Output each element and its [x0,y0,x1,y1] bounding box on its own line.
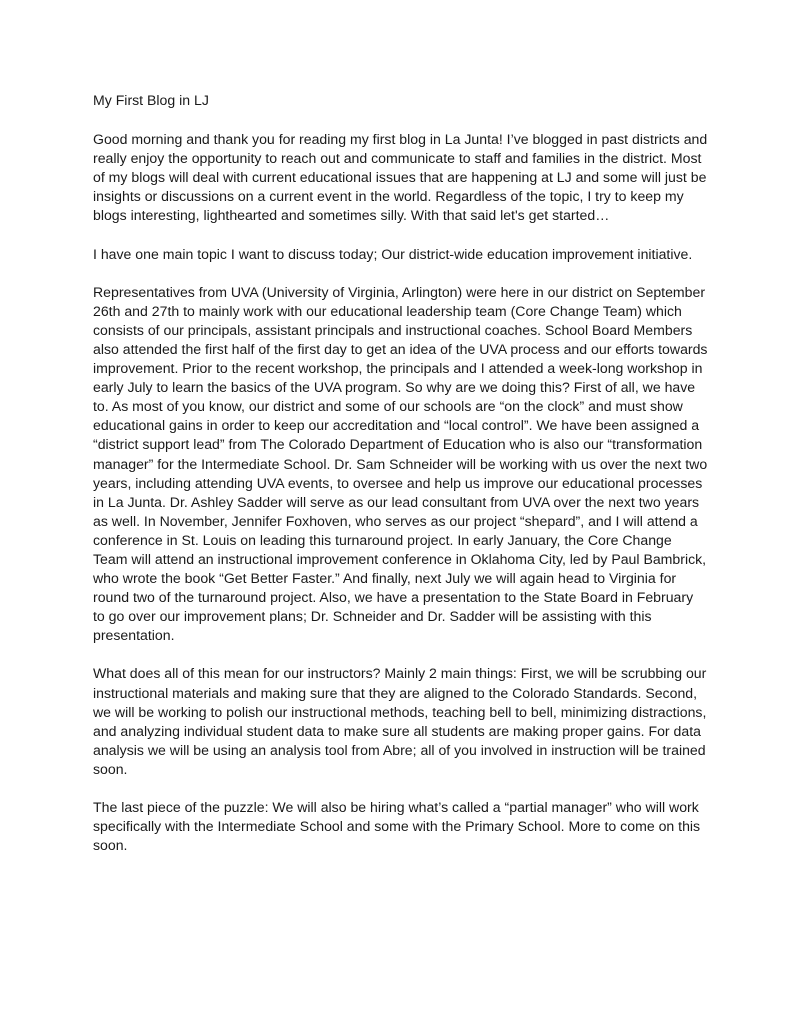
paragraph-instructors: What does all of this mean for our instructors? Mainly 2 main things: First, we will be scrubbing our instructional materials and making sure that they are aligned to the Colorado Standards. Second, we will be working to polish our instructional methods, teaching bell to bell, minimizing distractions, and analyzing individual student data to make sure all students are making proper gains. For data analysis we will be using an analysis tool from Abre; all of you involved in instruction will be trained soon. [93,665,707,777]
paragraph-main-topic: I have one main topic I want to discuss today; Our district-wide education improvement initiative. [93,245,693,262]
paragraph-intro: Good morning and thank you for reading my first blog in La Junta! I’ve blogged in past districts and really enjoy the opportunity to reach out and communicate to staff and families in the district. Most of my blogs will deal with current educational issues that are happening at LJ and some will just be insights or discussions on a current event in the world. Regardless of the topic, I try to keep my blogs interesting, lighthearted and sometimes silly. With that said let's get started… [93,131,708,224]
document-page [93,91,708,874]
paragraph-partial-manager: The last piece of the puzzle: We will also be hiring what’s called a “partial manager” who will work specifically with the Intermediate School and some with the Primary School. More to come on this soon. [93,799,701,854]
document-title: My First Blog in LJ [93,92,209,108]
paragraph-uva-initiative: Representatives from UVA (University of Virginia, Arlington) were here in our district on September 26th and 27th to mainly work with our educational leadership team (Core Change Team) which consists of our principals, assistant principals and instructional coaches. School Board Members also attended the first half of the first day to get an idea of the UVA process and our efforts towards improvement. Prior to the recent workshop, the principals and I attended a week-long workshop in early July to learn the basics of the UVA program. So why are we doing this? First of all, we have to. As most of you know, our district and some of our schools are “on the clock” and must show educational gains in order to keep our accreditation and “local control”. We have been assigned a “district support lead” from The Colorado Department of Education who is also our “transformation manager” for the Intermediate School. Dr. Sam Schneider will be working with us over the next two years, including attending UVA events, to oversee and help us improve our educational processes in La Junta. Dr. Ashley Sadder will serve as our lead consultant from UVA over the next two years as well. In November, Jennifer Foxhoven, who serves as our project “shepard”, and I will attend a conference in St. Louis on leading this turnaround project. In early January, the Core Change Team will attend an instructional improvement conference in Oklahoma City, led by Paul Bambrick, who wrote the book “Get Better Faster.” And finally, next July we will again head to Virginia for round two of the turnaround project. Also, we have a presentation to the State Board in February to go over our improvement plans; Dr. Schneider and Dr. Sadder will be assisting with this presentation. [93,283,708,644]
